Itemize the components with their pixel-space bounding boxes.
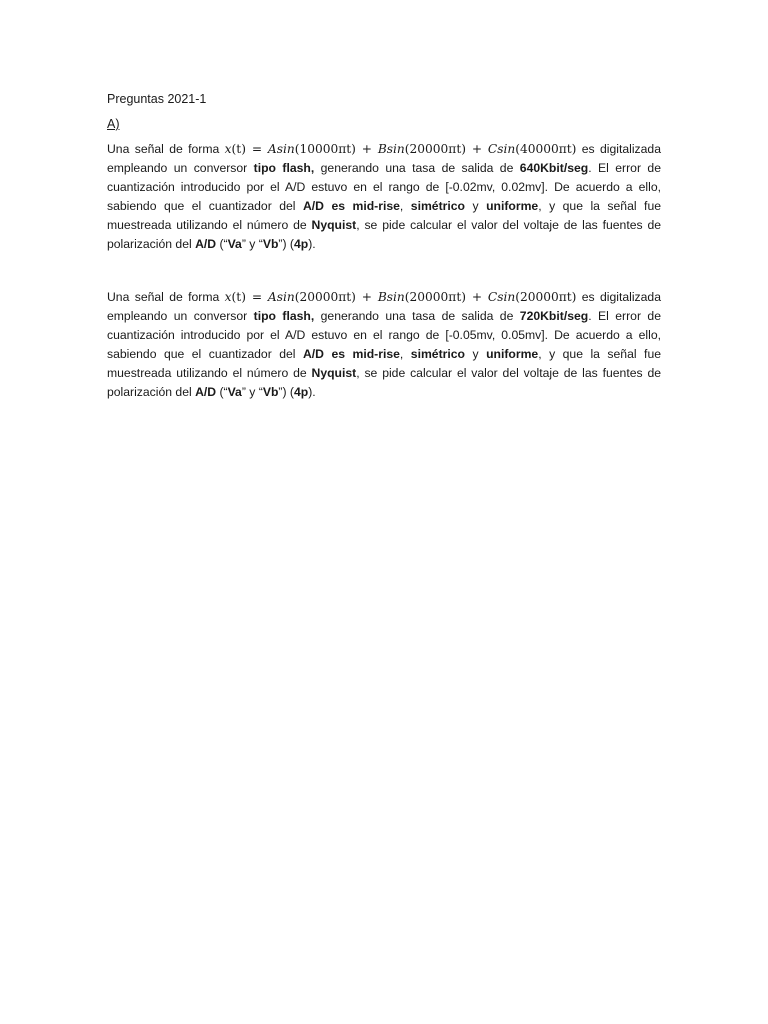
question-text: es digitalizada empleando un conversor xyxy=(107,290,661,323)
formula-term-c-arg: (40000πt) xyxy=(515,142,577,156)
question-text: y xyxy=(465,199,487,213)
question-text: generando una tasa de salida de xyxy=(314,161,520,175)
question-text: , xyxy=(399,347,411,361)
bold-bit-rate: 640Kbit/seg xyxy=(519,161,589,175)
bold-va: Va xyxy=(227,385,242,399)
formula-term-c: Csin xyxy=(487,142,516,156)
formula-term-a: Asin xyxy=(267,142,295,156)
bold-vb: Vb xyxy=(262,237,279,251)
formula-term-a: Asin xyxy=(267,290,295,304)
document-title: Preguntas 2021-1 xyxy=(107,92,207,106)
formula-lhs-arg: (t) xyxy=(231,290,246,304)
section-label-wrapper xyxy=(107,115,661,140)
formula-plus: + xyxy=(355,290,378,304)
question-text: ” y “ xyxy=(241,385,263,399)
formula-term-b: Bsin xyxy=(377,290,405,304)
question-text: ”) ( xyxy=(278,237,294,251)
question-text: . El error de cuantización introducido por el A/D estuvo en el rango de [-0.02mv, 0.02mv]. De acuerdo a ello, sabiendo que el cuantizador del xyxy=(107,161,661,213)
question-text: y xyxy=(465,347,487,361)
signal-formula xyxy=(225,290,577,304)
question-text: , y que la señal fue muestreada utilizando el número de xyxy=(107,199,661,232)
question-text: es digitalizada empleando un conversor xyxy=(107,142,661,175)
bold-symmetric: simétrico xyxy=(410,199,465,213)
question-text: ”) ( xyxy=(278,385,294,399)
formula-plus: + xyxy=(355,142,378,156)
formula-equals: = xyxy=(245,142,268,156)
bold-nyquist: Nyquist xyxy=(311,366,357,380)
formula-term-c-arg: (20000πt) xyxy=(515,290,577,304)
bold-va: Va xyxy=(227,237,242,251)
question-text: generando una tasa de salida de xyxy=(314,309,520,323)
question-intro: Una señal de forma xyxy=(107,290,220,304)
question-text: . El error de cuantización introducido por el A/D estuvo en el rango de [-0.05mv, 0.05mv]. De acuerdo a ello, sabiendo que el cuantizador del xyxy=(107,309,661,361)
bold-nyquist: Nyquist xyxy=(311,218,357,232)
formula-plus: + xyxy=(465,142,488,156)
bold-uniform: uniforme xyxy=(486,199,539,213)
signal-formula xyxy=(225,142,577,156)
question-text: ). xyxy=(308,385,316,399)
question-text: , y que la señal fue muestreada utilizando el número de xyxy=(107,347,661,380)
formula-equals: = xyxy=(245,290,268,304)
bold-quantizer-type: A/D es mid-rise xyxy=(302,347,400,361)
section-label: A) xyxy=(107,117,120,131)
bold-vb: Vb xyxy=(262,385,279,399)
question-text: ). xyxy=(308,237,316,251)
bold-converter-type: tipo flash, xyxy=(253,309,315,323)
bold-quantizer-type: A/D es mid-rise xyxy=(302,199,400,213)
formula-term-b: Bsin xyxy=(377,142,405,156)
formula-plus: + xyxy=(465,290,488,304)
bold-bit-rate: 720Kbit/seg xyxy=(519,309,589,323)
formula-term-c: Csin xyxy=(487,290,516,304)
bold-ad: A/D xyxy=(195,385,217,399)
bold-converter-type: tipo flash, xyxy=(253,161,315,175)
question-text: , xyxy=(399,199,411,213)
formula-term-a-arg: (20000πt) xyxy=(294,290,356,304)
question-text: ” y “ xyxy=(241,237,263,251)
formula-lhs-var: x xyxy=(224,290,232,304)
document-content xyxy=(107,90,661,402)
bold-ad: A/D xyxy=(195,237,217,251)
formula-lhs-arg: (t) xyxy=(231,142,246,156)
question-text: (“ xyxy=(216,385,228,399)
formula-term-b-arg: (20000πt) xyxy=(404,142,466,156)
bold-symmetric: simétrico xyxy=(410,347,465,361)
formula-term-a-arg: (10000πt) xyxy=(294,142,356,156)
question-paragraph-1 xyxy=(107,140,661,254)
question-paragraph-2 xyxy=(107,288,661,402)
formula-lhs-var: x xyxy=(224,142,232,156)
formula-term-b-arg: (20000πt) xyxy=(404,290,466,304)
question-text: (“ xyxy=(216,237,228,251)
bold-uniform: uniforme xyxy=(486,347,539,361)
bold-points: 4p xyxy=(293,237,309,251)
bold-points: 4p xyxy=(293,385,309,399)
question-intro: Una señal de forma xyxy=(107,142,220,156)
question-text: , se pide calcular el valor del voltaje de las fuentes de polarización del xyxy=(107,366,662,399)
question-text: , se pide calcular el valor del voltaje de las fuentes de polarización del xyxy=(107,218,662,251)
